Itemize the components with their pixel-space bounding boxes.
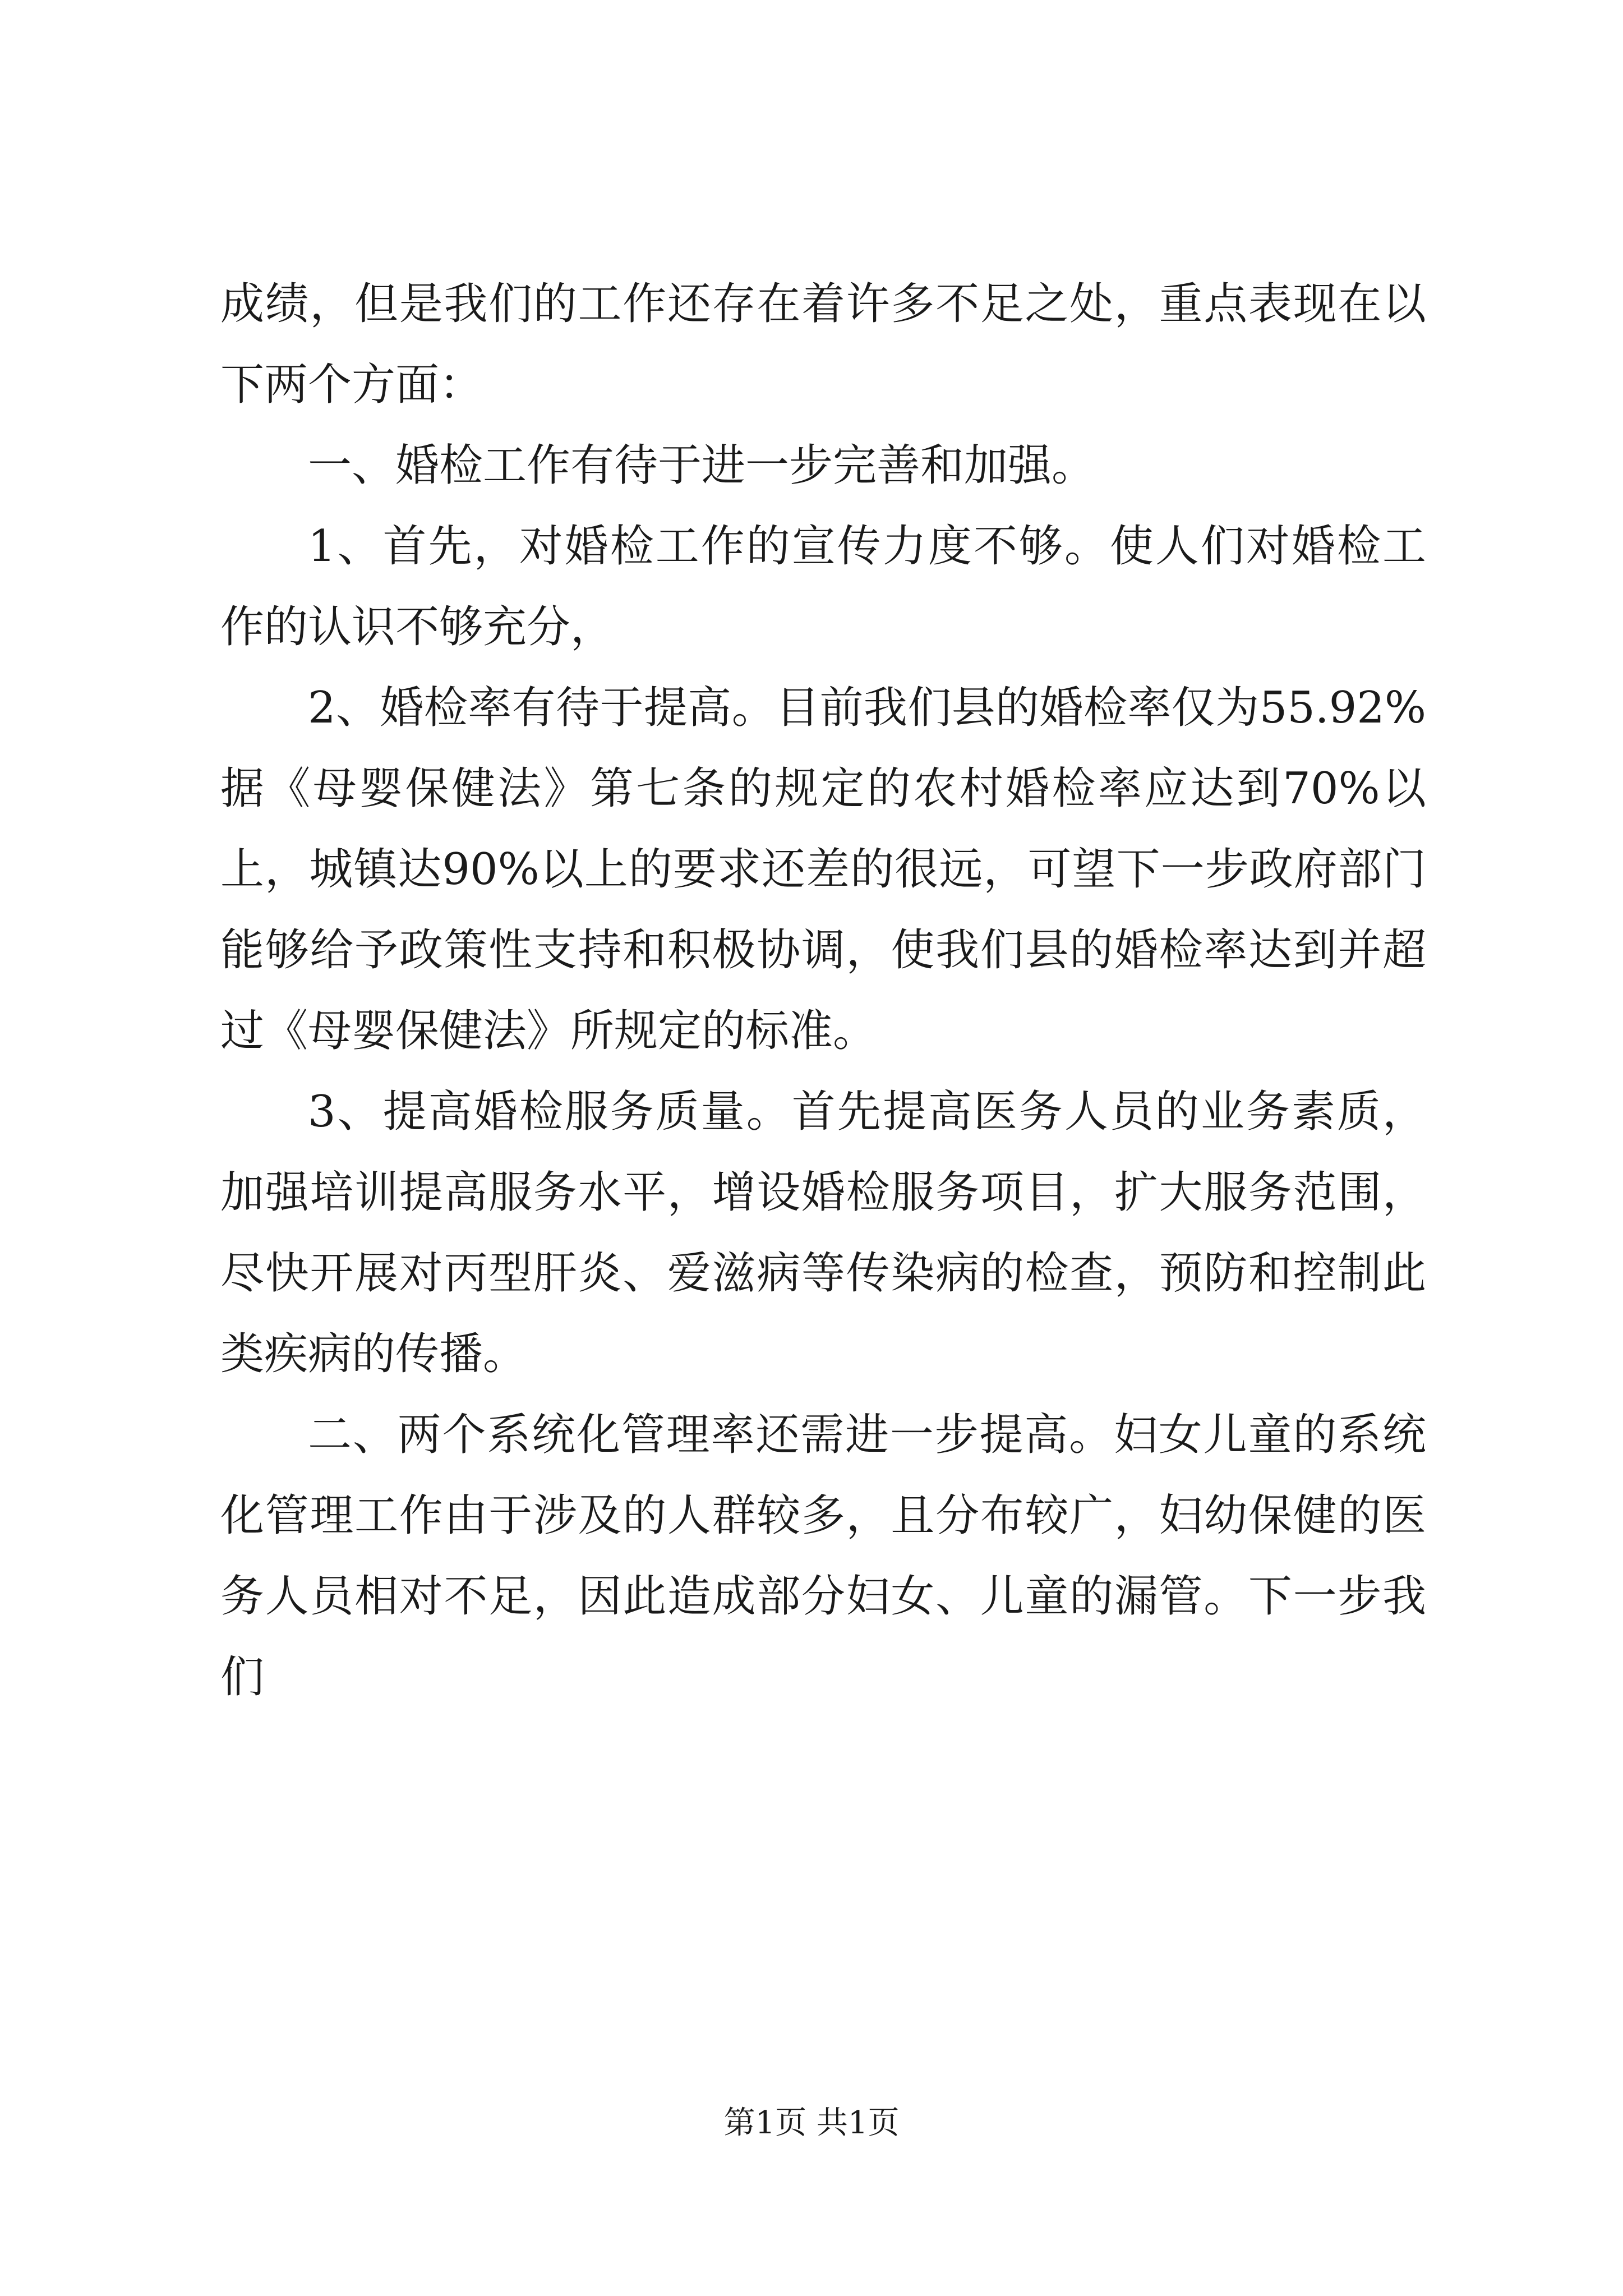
paragraph-item-1: 1、首先，对婚检工作的宣传力度不够。使人们对婚检工作的认识不够充分， — [220, 521, 1426, 652]
section-heading-2: 二、两个系统化管理率还需进一步提高。妇女儿童的系统化管理工作由于涉及的人群较多，且分布较广，妇幼保健的医务人员相对不足，因此造成部分妇女、儿童的漏管。下一步我们 — [220, 1410, 1426, 1703]
paragraph-continuation: 成绩，但是我们的工作还存在着许多不足之处，重点表现在以下两个方面： — [220, 279, 1426, 410]
page-number: 第1页 共1页 — [723, 2105, 900, 2141]
page-footer — [0, 2101, 1623, 2146]
paragraph-item-2: 2、婚检率有待于提高。目前我们县的婚检率仅为55.92%据《母婴保健法》第七条的规定的农村婚检率应达到70%以上，城镇达90%以上的要求还差的很远，可望下一步政府部门能够给予政策性支持和积极协调，使我们县的婚检率达到并超过《母婴保健法》所规定的标准。 — [220, 683, 1426, 1056]
paragraph-item-3: 3、提高婚检服务质量。首先提高医务人员的业务素质，加强培训提高服务水平，增设婚检服务项目，扩大服务范围，尽快开展对丙型肝炎、爱滋病等传染病的检查，预防和控制此类疾病的传播。 — [220, 1087, 1426, 1379]
document-body — [220, 264, 1426, 1718]
section-heading-1: 一、婚检工作有待于进一步完善和加强。 — [308, 440, 1096, 491]
